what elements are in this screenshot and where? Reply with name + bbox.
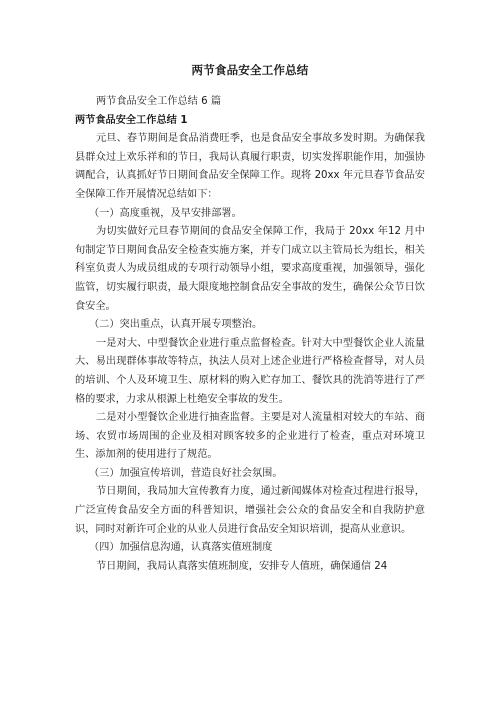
section-title-2: （二）突出重点，认真开展专项整治。: [89, 319, 263, 331]
section-title-4: （四）加强信息沟通，认真落实值班制度: [89, 542, 273, 554]
section-title-1: （一）高度重视，及早安排部署。: [89, 207, 242, 219]
paragraph-intro: 元旦、春节期间是食品消费旺季，也是食品安全事故多发时期。为确保我县群众过上欢乐祥和的节日，我局认真履行职责，切实发挥职能作用，加强协调配合，认真抓好节日期间食品安全保障工作。现将 20xx 年元旦春节食品安全保障工作开展情况总结如下：: [75, 133, 425, 200]
paragraph-2a: 一是对大、中型餐饮企业进行重点监督检查。针对大中型餐饮企业人流量大、易出现群体事故等特点，执法人员对上述企业进行严格检查督导，对人员的培训、个人及环境卫生、原材料的购入贮存加工、餐饮具的洗消等进行了严格的要求，力求从根源上杜绝安全事故的发生。: [75, 337, 425, 405]
document-subtitle: 两节食品安全工作总结 6 篇: [96, 96, 222, 107]
document-title: 两节食品安全工作总结: [191, 63, 309, 77]
paragraph-1: 为切实做好元旦春节期间的食品安全保障工作，我局于 20xx 年12 月中旬制定节日期间食品安全检查实施方案，并专门成立以主管局长为组长，相关科室负责人为成员组成的专项行动领导小组，要求高度重视，加强领导，强化监管，切实履行职责，最大限度地控制食品安全事故的发生，确保公众节日饮食安全。: [75, 226, 425, 312]
section-heading: 两节食品安全工作总结 1: [75, 114, 188, 126]
paragraph-3: 节日期间，我局加大宣传教育力度，通过新闻媒体对检查过程进行报导，广泛宣传食品安全方面的科普知识，增强社会公众的食品安全和自我防护意识，同时对新许可企业的从业人员进行食品安全知识培训，提高从业意识。: [75, 486, 425, 535]
paragraph-4: 节日期间，我局认真落实值班制度，安排专人值班，确保通信 24: [96, 560, 388, 572]
paragraph-2b: 二是对小型餐饮企业进行抽查监督。主要是对人流量相对较大的车站、商场、农贸市场周围的企业及相对顾客较多的企业进行了检查，重点对环境卫生、添加剂的使用进行了规范。: [75, 412, 425, 461]
section-title-3: （三）加强宣传培训，营造良好社会氛围。: [89, 467, 283, 479]
